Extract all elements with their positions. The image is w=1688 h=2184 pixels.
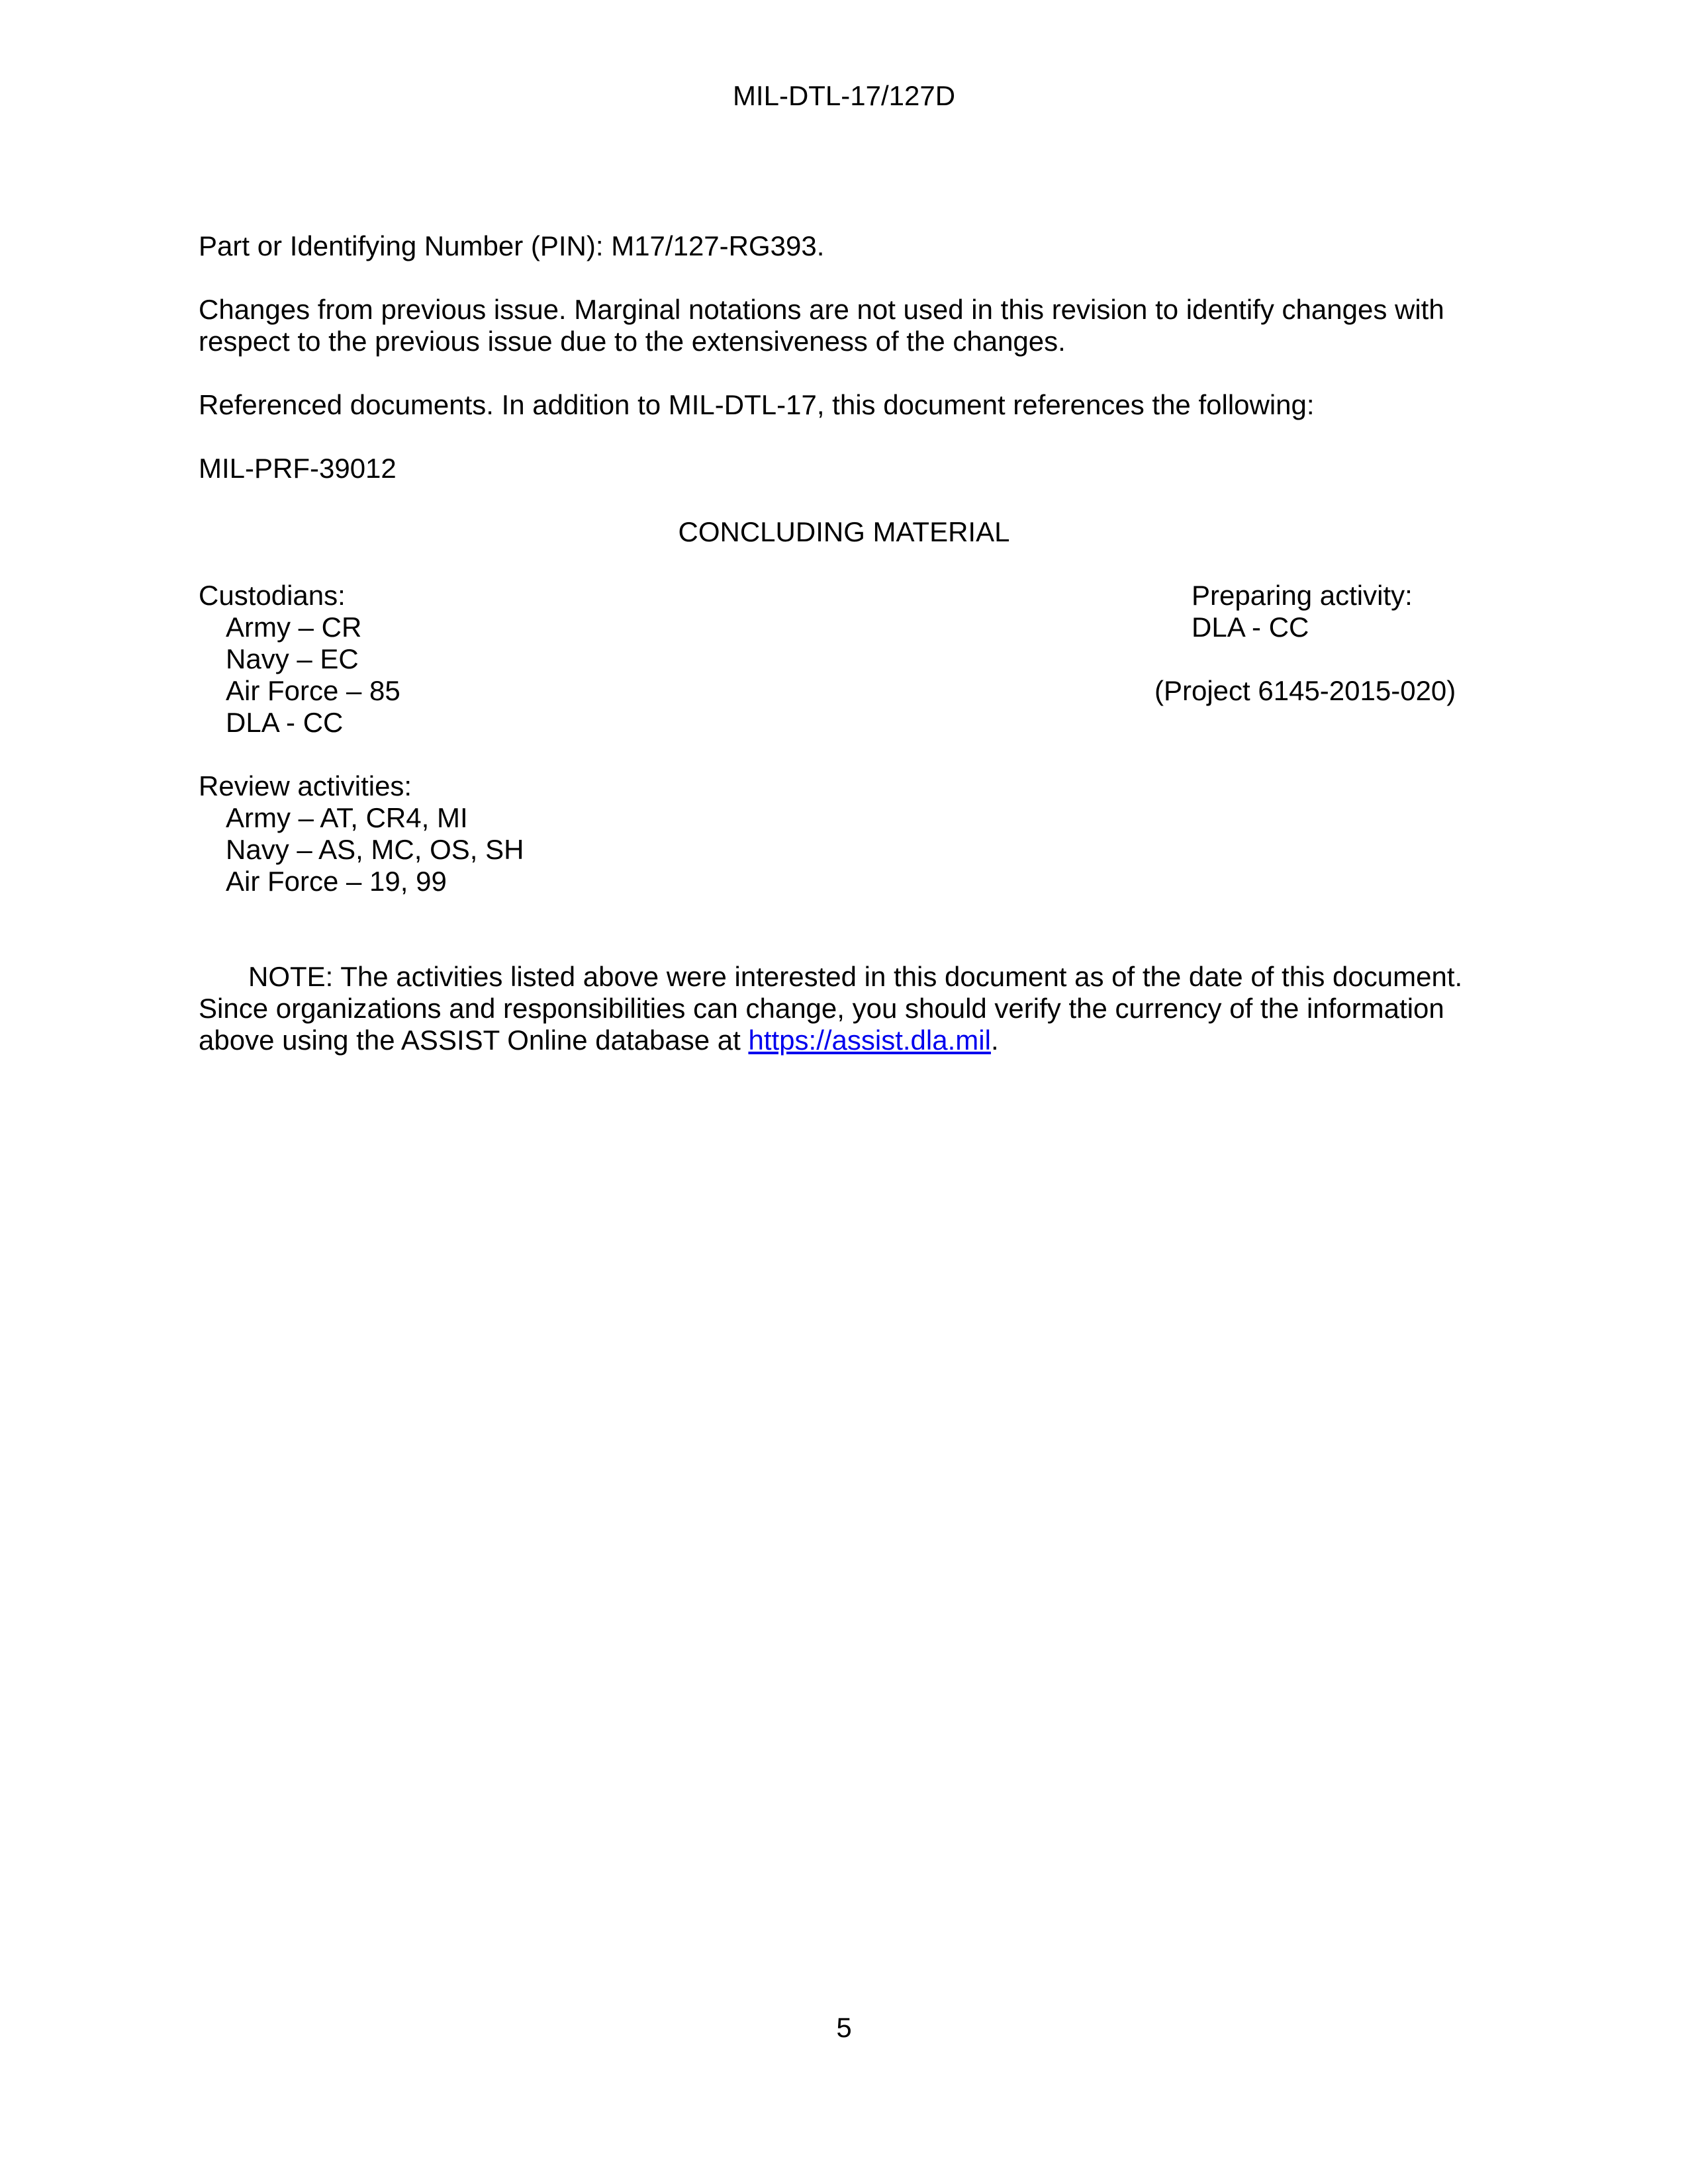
note-text-3-suffix: . [990, 1024, 999, 1056]
custodian-item: Army – CR [226, 612, 362, 643]
pin-paragraph: Part or Identifying Number (PIN): M17/127-RG393. [199, 230, 825, 261]
custodian-item: Navy – EC [226, 643, 359, 674]
note-line-2: Since organizations and responsibilities can change, you should verify the currency of the information [199, 993, 1444, 1024]
preparing-activity-label: Preparing activity: [1192, 580, 1413, 611]
page-number: 5 [836, 2012, 852, 2043]
custodian-item: Air Force – 85 [226, 675, 400, 706]
review-activity-item: Air Force – 19, 99 [226, 866, 447, 897]
document-header: MIL-DTL-17/127D [732, 80, 956, 111]
review-activity-item: Army – AT, CR4, MI [226, 802, 468, 833]
note-line-1 [199, 961, 1462, 993]
concluding-material-title: CONCLUDING MATERIAL [678, 516, 1010, 547]
note-text-1: NOTE: The activities listed above were interested in this document as of the date of this document. [248, 961, 1463, 992]
custodian-item: DLA - CC [226, 707, 344, 738]
referenced-documents-paragraph: Referenced documents. In addition to MIL-DTL-17, this document references the following: [199, 389, 1315, 420]
note-text-3: above using the ASSIST Online database at [199, 1024, 749, 1056]
changes-line-2: respect to the previous issue due to the extensiveness of the changes. [199, 326, 1066, 357]
changes-line-1: Changes from previous issue. Marginal notations are not used in this revision to identify changes with [199, 294, 1444, 325]
review-activity-item: Navy – AS, MC, OS, SH [226, 834, 524, 865]
project-number: (Project 6145-2015-020) [1154, 675, 1456, 706]
note-line-3 [199, 1024, 999, 1056]
review-activities-label: Review activities: [199, 770, 412, 801]
custodians-label: Custodians: [199, 580, 346, 611]
reference-item: MIL-PRF-39012 [199, 453, 397, 484]
assist-link[interactable]: https://assist.dla.mil [748, 1024, 991, 1056]
preparing-activity-value: DLA - CC [1192, 612, 1309, 643]
